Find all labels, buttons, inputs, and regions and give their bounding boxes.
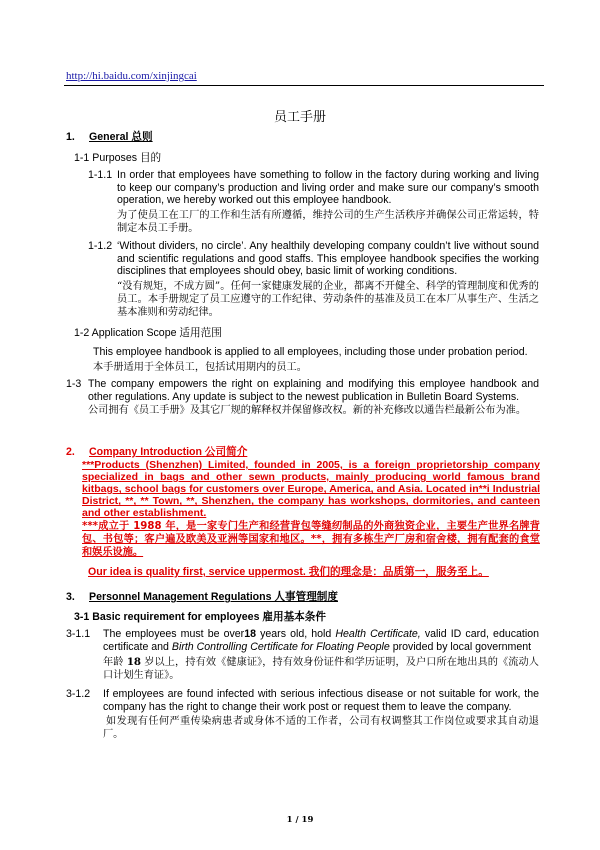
company-intro-cn: ***成立于 1988 年，是一家专门生产和经营背包等缝纫制品的外商独资企业，主要生产世界名牌背包、书包等；客户遍及欧美及亚洲等国家和地区。**，拥有多栋生产厂房和宿舍楼，拥有配套的食堂和娱乐设施。 xyxy=(82,521,540,558)
text-run: valid ID card, education certificate and xyxy=(103,628,539,653)
text-run: provided by local government xyxy=(389,640,532,653)
document-title: 员工手册 xyxy=(273,110,326,125)
item-number: 1-1.2 xyxy=(88,240,113,252)
item-number: 3-1.1 xyxy=(66,628,91,640)
item-3-1-1-cn xyxy=(103,656,539,682)
item-1-1-1-cn: 为了使员工在工厂的工作和生活有所遵循，维持公司的生产生活秩序并确保公司正常运转，特制定本员工手册。 xyxy=(117,210,539,235)
subsection-1-2-en: This employee handbook is applied to all employees, including those under probation period. xyxy=(93,346,528,358)
section-number: 1. xyxy=(66,131,75,143)
header-url-link[interactable]: http://hi.baidu.com/xinjingcai xyxy=(66,70,197,82)
subsection-1-3-cn: 公司拥有《员工手册》及其它厂规的解释权并保留修改权。新的补充修改以通告栏最新公布为准。 xyxy=(88,405,527,416)
section-title: Personnel Management Regulations 人事管理制度 xyxy=(89,591,338,603)
subsection-1-3-en: The company empowers the right on explaining and modifying this employee handbook and other regulations. Any update is subject to the newest publication in Bulletin Board Systems. xyxy=(88,378,539,403)
age-value: 18 xyxy=(126,656,141,668)
item-1-1-2-cn: “没有规矩，不成方圆”。任何一家健康发展的企业，都离不开健全、科学的管理制度和优秀的员工。本手册规定了员工应遵守的工作纪律、劳动条件的基准及员工在本厂从事生产、生活之基本准则和劳动纪律。 xyxy=(117,281,539,319)
text-run: The employees must be over xyxy=(103,628,245,640)
subsection-1-2-label: 1-2 Application Scope 适用范围 xyxy=(74,327,222,339)
item-3-1-2-cn: 如发现有任何严重传染病患者或身体不适的工作者，公司有权调整其工作岗位或要求其自动退厂。 xyxy=(103,716,539,741)
company-idea: Our idea is quality first, service uppermost. 我们的理念是：品质第一，服务至上。 xyxy=(88,566,489,578)
page-number: 1 / 19 xyxy=(286,815,314,825)
company-intro-en: ***Products (Shenzhen) Limited, founded in 2005, is a foreign proprietorship company specialized in bags and other sewn products, mainly producing world famous brand kitbags, school bags for customers over Europe, America, and Asia. Located in**i Industrial District, **, ** Town, **, Shenzhen, the company has workshops, dormitories, and canteen and other establishment. xyxy=(82,459,540,520)
subsection-1-2-cn: 本手册适用于全体员工，包括试用期内的员工。 xyxy=(93,362,307,373)
birth-control-certificate-text: Birth Controlling Certificate for Floating People xyxy=(171,640,390,653)
item-number: 3-1.2 xyxy=(66,688,91,700)
section-number: 3. xyxy=(66,591,75,603)
section-title: General 总则 xyxy=(89,131,153,143)
header-rule xyxy=(64,85,544,86)
section-1-heading xyxy=(66,131,466,145)
subsection-3-1-label: 3-1 Basic requirement for employees 雇用基本条件 xyxy=(74,611,326,623)
health-certificate-text: Health Certificate, xyxy=(335,628,421,640)
section-2-heading xyxy=(66,446,466,459)
section-3-heading xyxy=(66,591,466,604)
item-1-1-1-en: In order that employees have something to follow in the factory during working and living to keep our company’s production and living order and make sure our company’s smooth operation, we hereby worked out this employee handbook. xyxy=(117,169,539,207)
age-value: 18 xyxy=(244,628,256,640)
section-title: Company Introduction 公司简介 xyxy=(89,446,248,458)
text-run: 年龄 xyxy=(103,657,127,668)
item-number: 1-1.1 xyxy=(88,169,113,181)
item-1-1-2-en: ‘Without dividers, no circle’. Any healthily developing company couldn’t live without sound and scientific regulations and good staffs. This employee handbook specifies the working disciplines that employees should obey, basic limit of working conditions. xyxy=(117,240,539,278)
item-number: 1-3 xyxy=(66,378,82,390)
text-run: 岁以上，持有效《健康证》，持有效身份证件和学历证明，及户口所在地出具的《流动人口计划生育证》。 xyxy=(103,657,539,682)
text-run: years old, hold xyxy=(256,628,336,640)
subsection-1-1-label: 1-1 Purposes 目的 xyxy=(74,152,162,164)
item-3-1-1-en xyxy=(103,628,539,653)
item-3-1-2-en: If employees are found infected with serious infectious disease or not suitable for work, the company has the right to change their work post or request them to leave the company. xyxy=(103,688,539,713)
section-number: 2. xyxy=(66,446,75,458)
